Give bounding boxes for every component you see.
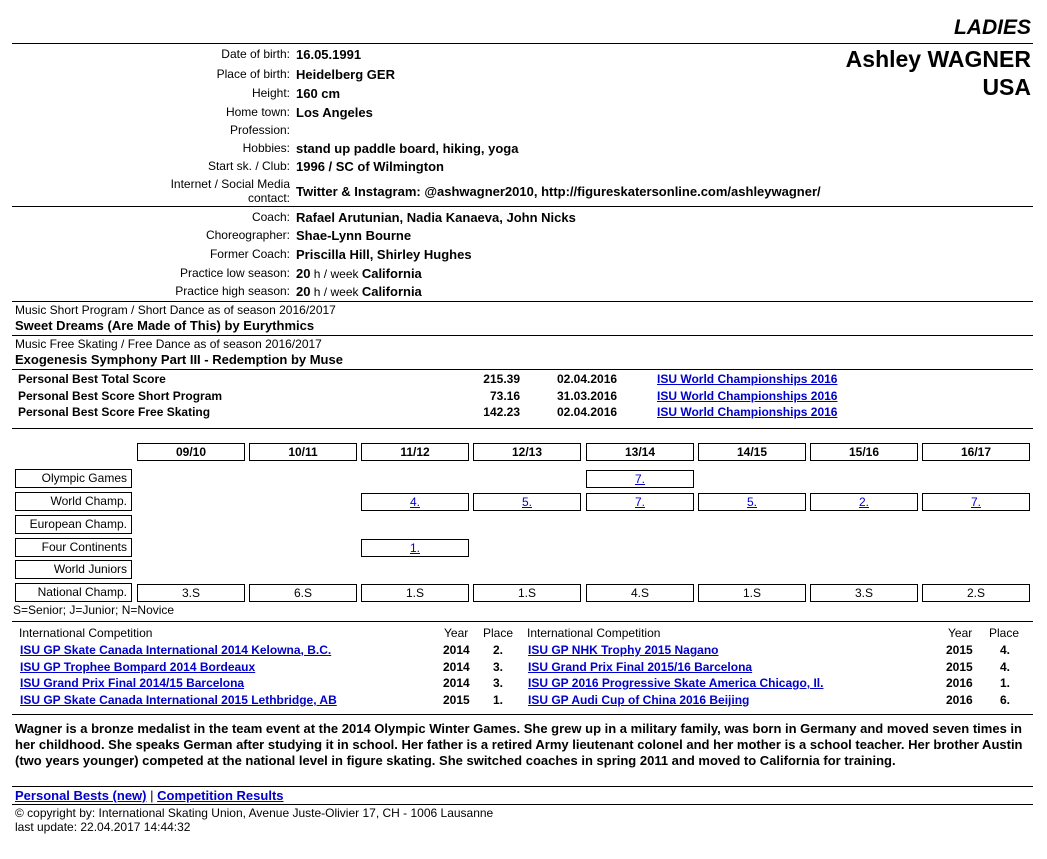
event-label-text: National Champ. (37, 585, 127, 599)
comp-header-year-right: Year (948, 626, 973, 640)
pb-competition-link-total[interactable]: ISU World Championships 2016 (657, 372, 838, 386)
competition-year: 2015 (443, 693, 470, 707)
competition-link[interactable]: ISU GP Trophee Bompard 2014 Bordeaux (20, 660, 256, 674)
result-cell[interactable] (361, 539, 469, 557)
divider (12, 428, 1033, 429)
comp-header-competition-right: International Competition (527, 626, 661, 640)
divider (12, 301, 1033, 302)
event-label-text: Four Continents (41, 540, 127, 554)
event-label (15, 469, 132, 488)
competition-year: 2016 (946, 693, 973, 707)
result-cell[interactable] (810, 493, 918, 511)
event-label-text: World Champ. (50, 494, 127, 508)
bio-value-hobbies: stand up paddle board, hiking, yoga (296, 141, 519, 156)
bio-label-hometown: Home town: (225, 105, 290, 119)
competition-year: 2014 (443, 660, 470, 674)
event-label (15, 538, 132, 557)
result-link[interactable]: 7. (634, 495, 645, 509)
divider (12, 714, 1033, 715)
music-short-title: Sweet Dreams (Are Made of This) by Eurythmics (15, 318, 315, 333)
practice-high-unit: h / week (310, 285, 362, 299)
result-cell: 2.S (922, 584, 1030, 602)
bio-label-internet-2: contact: (247, 191, 290, 205)
result-cell[interactable] (473, 493, 581, 511)
bio-label-pob: Place of birth: (216, 67, 290, 81)
event-label-text: Olympic Games (41, 471, 127, 485)
level-legend: S=Senior; J=Junior; N=Novice (13, 603, 175, 617)
bio-label-dob: Date of birth: (221, 47, 290, 61)
result-cell: 1.S (698, 584, 806, 602)
competition-link[interactable]: ISU GP Skate Canada International 2015 Lethbridge, AB (20, 693, 337, 707)
music-free-title: Exogenesis Symphony Part III - Redemption by Muse (15, 352, 343, 367)
former-coach-label: Former Coach: (209, 247, 290, 261)
competition-place: 3. (492, 660, 503, 674)
practice-low-value (296, 266, 422, 281)
personal-bests-link[interactable]: Personal Bests (new) (15, 788, 147, 803)
practice-high-label: Practice high season: (175, 284, 290, 298)
pb-date-free: 02.04.2016 (557, 405, 618, 419)
event-label (15, 583, 132, 602)
event-label-text: European Champ. (29, 517, 127, 531)
result-cell: 3.S (810, 584, 918, 602)
coach-value: Rafael Arutunian, Nadia Kanaeva, John Nicks (296, 210, 576, 225)
divider (12, 335, 1033, 336)
result-link[interactable]: 5. (521, 495, 532, 509)
skater-nation: USA (982, 74, 1031, 100)
event-label (15, 515, 132, 534)
result-cell[interactable] (586, 470, 694, 488)
result-cell[interactable] (586, 493, 694, 511)
season-header: 14/15 (698, 443, 806, 461)
result-cell: 1.S (361, 584, 469, 602)
competition-place: 2. (492, 643, 503, 657)
bio-value-height: 160 cm (296, 86, 341, 101)
bio-label-club: Start sk. / Club: (207, 159, 290, 173)
competition-year: 2014 (443, 643, 470, 657)
competition-link[interactable]: ISU GP Skate Canada International 2014 Kelowna, B.C. (20, 643, 332, 657)
result-link[interactable]: 5. (746, 495, 757, 509)
pb-competition-link-short[interactable]: ISU World Championships 2016 (657, 389, 838, 403)
coach-label: Coach: (251, 210, 290, 224)
comp-header-place-left: Place (483, 626, 514, 640)
competition-place: 6. (999, 693, 1010, 707)
competition-link[interactable]: ISU Grand Prix Final 2015/16 Barcelona (528, 660, 753, 674)
bio-label-hobbies: Hobbies: (242, 141, 290, 155)
bio-value-dob: 16.05.1991 (296, 47, 362, 62)
result-link[interactable]: 1. (409, 541, 420, 555)
result-cell: 6.S (249, 584, 357, 602)
pb-label-total: Personal Best Total Score (18, 372, 166, 386)
pb-label-free: Personal Best Score Free Skating (18, 405, 211, 419)
competition-place: 1. (999, 676, 1010, 690)
bio-value-pob: Heidelberg GER (296, 67, 395, 82)
divider (12, 621, 1033, 622)
biography-text: Wagner is a bronze medalist in the team event at the 2014 Olympic Winter Games. She grew up in a military family, was born in Germany and moved seven times in her childhood. She speaks German after studying it in school. Her father is a retired Army lieutenant colonel and her mother is a school teacher. Her brother Austin (two years younger) competed at the national level in figure skating. She switched coaches in spring 2011 and moved to California for training. (15, 721, 1023, 768)
practice-low-label: Practice low season: (179, 266, 290, 280)
result-cell[interactable] (361, 493, 469, 511)
music-short-label: Music Short Program / Short Dance as of season 2016/2017 (15, 303, 336, 317)
competition-year: 2015 (946, 660, 973, 674)
bio-label-height: Height: (251, 86, 290, 100)
music-free-label: Music Free Skating / Free Dance as of season 2016/2017 (15, 337, 322, 351)
result-link[interactable]: 7. (970, 495, 981, 509)
result-link[interactable]: 2. (858, 495, 869, 509)
pb-score-free: 142.23 (483, 405, 520, 419)
bio-value-internet: Twitter & Instagram: @ashwagner2010, http://figureskatersonline.com/ashleywagner/ (296, 184, 821, 199)
choreographer-value: Shae-Lynn Bourne (296, 228, 412, 243)
result-cell: 3.S (137, 584, 245, 602)
result-cell[interactable] (698, 493, 806, 511)
event-label-text: World Juniors (53, 562, 127, 576)
pb-date-short: 31.03.2016 (557, 389, 618, 403)
practice-high-value (296, 284, 422, 299)
former-coach-value: Priscilla Hill, Shirley Hughes (296, 247, 472, 262)
season-header: 10/11 (249, 443, 357, 461)
copyright: © copyright by: International Skating Union, Avenue Juste-Olivier 17, CH - 1006 Lausanne (15, 806, 494, 820)
season-header: 09/10 (137, 443, 245, 461)
pb-label-short: Personal Best Score Short Program (18, 389, 223, 403)
season-header: 15/16 (810, 443, 918, 461)
pb-competition-link-free[interactable]: ISU World Championships 2016 (657, 405, 838, 419)
result-cell[interactable] (922, 493, 1030, 511)
category-title: LADIES (953, 16, 1031, 39)
event-label (15, 560, 132, 579)
comp-header-year-left: Year (444, 626, 469, 640)
divider (12, 43, 1033, 44)
bio-label-internet-1: Internet / Social Media (170, 177, 290, 191)
result-cell: 1.S (473, 584, 581, 602)
competition-link[interactable]: ISU GP NHK Trophy 2015 Nagano (528, 643, 719, 657)
pb-score-total: 215.39 (483, 372, 520, 386)
footer-separator: | (146, 788, 158, 803)
practice-high-place: California (361, 284, 422, 299)
practice-low-unit: h / week (310, 267, 362, 281)
pb-score-short: 73.16 (489, 389, 520, 403)
competition-link[interactable]: ISU Grand Prix Final 2014/15 Barcelona (20, 676, 245, 690)
competition-year: 2015 (946, 643, 973, 657)
bio-value-club: 1996 / SC of Wilmington (296, 159, 444, 174)
competition-place: 3. (492, 676, 503, 690)
divider (12, 206, 1033, 207)
competition-place: 4. (999, 643, 1010, 657)
season-header: 12/13 (473, 443, 581, 461)
competition-link[interactable]: ISU GP 2016 Progressive Skate America Chicago, Il. (528, 676, 824, 690)
practice-low-place: California (361, 266, 422, 281)
comp-header-competition-left: International Competition (19, 626, 153, 640)
competition-year: 2014 (443, 676, 470, 690)
season-header: 13/14 (586, 443, 694, 461)
competition-results-link[interactable]: Competition Results (157, 788, 284, 803)
skater-name: Ashley WAGNER (845, 46, 1031, 72)
result-link[interactable]: 4. (409, 495, 420, 509)
competition-place: 4. (999, 660, 1010, 674)
choreographer-label: Choreographer: (205, 228, 290, 242)
divider (12, 804, 1033, 805)
result-link[interactable]: 7. (634, 472, 645, 486)
competition-year: 2016 (946, 676, 973, 690)
season-header: 11/12 (361, 443, 469, 461)
season-header: 16/17 (922, 443, 1030, 461)
event-label (15, 492, 132, 511)
competition-link[interactable]: ISU GP Audi Cup of China 2016 Beijing (528, 693, 750, 707)
pb-date-total: 02.04.2016 (557, 372, 618, 386)
divider (12, 369, 1033, 370)
footer-links (15, 788, 284, 803)
bio-value-hometown: Los Angeles (296, 105, 373, 120)
result-cell: 4.S (586, 584, 694, 602)
competition-place: 1. (492, 693, 503, 707)
practice-high-hours: 20 (296, 284, 311, 299)
bio-label-profession: Profession: (229, 123, 290, 137)
divider (12, 786, 1033, 787)
last-update: last update: 22.04.2017 14:44:32 (15, 820, 191, 834)
comp-header-place-right: Place (989, 626, 1020, 640)
practice-low-hours: 20 (296, 266, 311, 281)
